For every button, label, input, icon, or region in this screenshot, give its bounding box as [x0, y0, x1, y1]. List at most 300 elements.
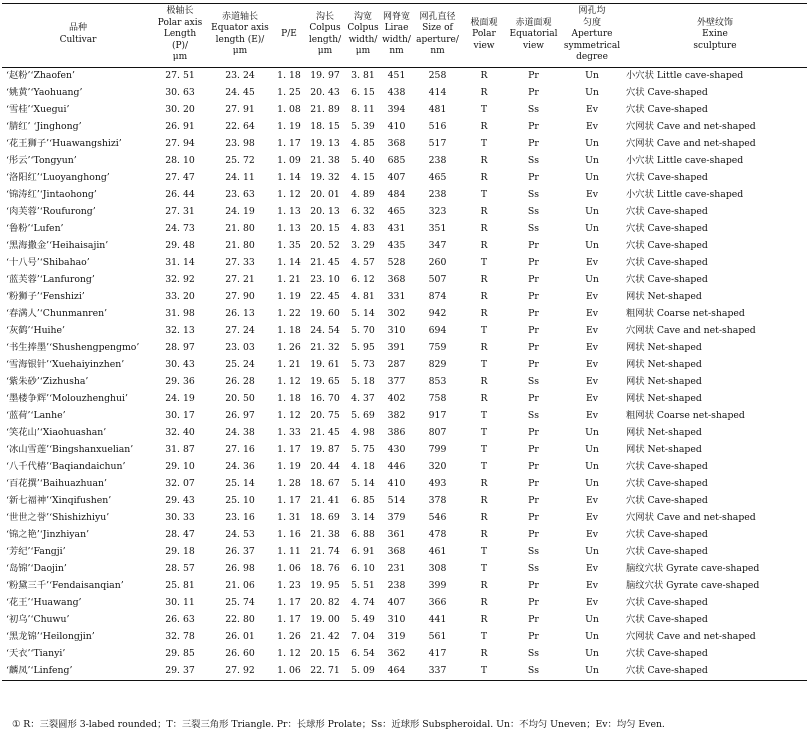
cell-aperture-size: 351 [428, 223, 447, 234]
cell-p-e-ratio: 1. 19 [277, 291, 301, 302]
cell-aperture-symmetry: Un [585, 172, 599, 183]
cell-polar-view: R [480, 274, 488, 285]
cell-colpus-length: 20. 82 [310, 597, 340, 608]
cell-aperture-size: 758 [428, 393, 447, 404]
cell-equator-axis-length: 27. 16 [225, 444, 255, 455]
cell-aperture-symmetry: Ev [585, 495, 599, 506]
column-header-line: μm [172, 52, 188, 62]
cell-polar-view: R [480, 512, 488, 523]
cell-exine-sculpture: 穴状 Cave-shaped [626, 172, 708, 183]
cell-colpus-length: 19. 87 [310, 444, 340, 455]
cell-p-e-ratio: 1. 12 [277, 189, 301, 200]
cell-polar-view: T [480, 461, 488, 472]
cell-equator-axis-length: 27. 24 [225, 325, 255, 336]
cell-aperture-symmetry: Ev [585, 121, 599, 132]
cell-lirae-width: 410 [387, 478, 406, 489]
table-header-row [2, 4, 807, 68]
cell-exine-sculpture: 网状 Net-shaped [626, 359, 702, 370]
cell-polar-view: R [480, 155, 488, 166]
cell-lirae-width: 287 [387, 359, 406, 370]
cell-polar-axis-length: 28. 57 [165, 563, 195, 574]
cell-equatorial-view: Pr [528, 529, 539, 540]
cell-polar-axis-length: 24. 19 [165, 393, 195, 404]
cell-p-e-ratio: 1. 13 [277, 223, 301, 234]
cell-polar-axis-length: 28. 97 [165, 342, 195, 353]
cell-cultivar: ‘粉狮子’‘Fenshizi’ [6, 291, 85, 302]
cell-p-e-ratio: 1. 17 [277, 138, 301, 149]
cell-equatorial-view: Pr [528, 70, 539, 81]
cell-aperture-symmetry: Ev [585, 342, 599, 353]
cell-lirae-width: 368 [387, 138, 406, 149]
cell-exine-sculpture: 脑纹穴状 Gyrate cave-shaped [626, 563, 760, 574]
cell-aperture-symmetry: Un [585, 240, 599, 251]
cell-aperture-symmetry: Un [585, 478, 599, 489]
cell-colpus-length: 21. 32 [310, 342, 340, 353]
table-row [2, 442, 807, 459]
cell-cultivar: ‘十八号’‘Shibahao’ [6, 257, 90, 268]
cell-cultivar: ‘肉芙蓉’‘Roufurong’ [6, 206, 96, 217]
cell-p-e-ratio: 1. 35 [277, 240, 301, 251]
cell-cultivar: ‘麟凤’‘Linfeng’ [6, 665, 73, 676]
cell-equatorial-view: Pr [528, 257, 539, 268]
cell-exine-sculpture: 网状 Net-shaped [626, 376, 702, 387]
cell-cultivar: ‘笑花山’‘Xiaohuashan’ [6, 427, 107, 438]
cell-cultivar: ‘锦之艳’‘Jinzhiyan’ [6, 529, 90, 540]
table-row [2, 136, 807, 153]
cell-polar-axis-length: 27. 94 [165, 138, 195, 149]
cell-colpus-length: 22. 71 [310, 665, 340, 676]
column-header-line: symmetrical [563, 40, 621, 51]
cell-aperture-symmetry: Ev [585, 580, 599, 591]
cell-colpus-width: 6. 91 [351, 546, 375, 557]
cell-equator-axis-length: 26. 37 [225, 546, 255, 557]
cell-lirae-width: 465 [387, 206, 406, 217]
cell-equatorial-view: Ss [527, 189, 540, 200]
cell-equatorial-view: Ss [527, 155, 540, 166]
cell-colpus-length: 19. 65 [310, 376, 340, 387]
cell-aperture-symmetry: Un [585, 665, 599, 676]
cell-polar-view: T [480, 444, 488, 455]
cell-colpus-length: 19. 61 [310, 359, 340, 370]
table-row [2, 544, 807, 561]
cell-equator-axis-length: 26. 98 [225, 563, 255, 574]
cell-polar-view: T [480, 325, 488, 336]
cell-aperture-symmetry: Ev [585, 359, 599, 370]
cell-polar-view: R [480, 342, 488, 353]
cell-colpus-width: 5. 75 [351, 444, 375, 455]
cell-cultivar: ‘粉黛三千’‘Fendaisanqian’ [6, 580, 124, 591]
cell-aperture-size: 874 [428, 291, 447, 302]
cell-aperture-size: 517 [428, 138, 447, 149]
cell-aperture-symmetry: Ev [585, 410, 599, 421]
cell-exine-sculpture: 网状 Net-shaped [626, 427, 702, 438]
table-row [2, 67, 807, 85]
cell-aperture-symmetry: Ev [585, 325, 599, 336]
cell-p-e-ratio: 1. 25 [277, 87, 301, 98]
cell-p-e-ratio: 1. 17 [277, 597, 301, 608]
column-header-line: Equatorial [509, 29, 558, 39]
cell-lirae-width: 410 [387, 121, 406, 132]
cell-equator-axis-length: 27. 33 [225, 257, 255, 268]
table-row [2, 221, 807, 238]
column-header-line: Polar axis [157, 17, 203, 28]
column-header-line: view [523, 40, 544, 51]
cell-lirae-width: 430 [387, 444, 406, 455]
cell-colpus-width: 8. 11 [351, 104, 375, 115]
cell-colpus-length: 21. 42 [310, 631, 340, 642]
cell-cultivar: ‘岛锦’‘Daojin’ [6, 563, 67, 574]
column-header-line: Size of [422, 23, 453, 34]
cell-colpus-length: 19. 60 [310, 308, 340, 319]
cell-p-e-ratio: 1. 17 [277, 495, 301, 506]
column-header-line: Colpus [347, 23, 379, 34]
cell-aperture-size: 417 [428, 648, 447, 659]
cell-polar-axis-length: 26. 63 [165, 614, 195, 625]
cell-equatorial-view: Ss [527, 665, 540, 676]
cell-colpus-length: 20. 75 [310, 410, 340, 421]
table-row [2, 102, 807, 119]
cell-polar-view: T [480, 410, 488, 421]
cell-p-e-ratio: 1. 12 [277, 376, 301, 387]
cell-aperture-symmetry: Un [585, 631, 599, 642]
cell-colpus-width: 4. 74 [351, 597, 375, 608]
cell-aperture-symmetry: Ev [585, 104, 599, 115]
cell-equator-axis-length: 25. 10 [225, 495, 255, 506]
cell-aperture-symmetry: Un [585, 648, 599, 659]
cell-cultivar: ‘芳纪’‘Fangji’ [6, 546, 66, 557]
column-header-line: 沟长 [315, 11, 334, 22]
cell-p-e-ratio: 1. 06 [277, 665, 301, 676]
cell-polar-view: R [480, 87, 488, 98]
cell-aperture-size: 347 [428, 240, 447, 251]
cell-equator-axis-length: 22. 64 [225, 121, 255, 132]
cell-exine-sculpture: 穴网状 Cave and net-shaped [626, 631, 756, 642]
cell-equator-axis-length: 25. 74 [225, 597, 255, 608]
table-row [2, 476, 807, 493]
cell-aperture-symmetry: Ev [585, 512, 599, 523]
cell-aperture-symmetry: Ev [585, 189, 599, 200]
cell-polar-axis-length: 28. 47 [165, 529, 195, 540]
cell-colpus-width: 3. 14 [351, 512, 375, 523]
cell-polar-axis-length: 31. 87 [165, 444, 195, 455]
cell-equator-axis-length: 27. 90 [225, 291, 255, 302]
cell-p-e-ratio: 1. 26 [277, 342, 301, 353]
cell-aperture-size: 481 [428, 104, 447, 115]
cell-equator-axis-length: 24. 36 [225, 461, 255, 472]
table-row [2, 323, 807, 340]
cell-polar-axis-length: 25. 81 [165, 580, 195, 591]
table-row [2, 153, 807, 170]
cell-colpus-width: 4. 18 [351, 461, 375, 472]
cell-equator-axis-length: 24. 38 [225, 427, 255, 438]
column-header-line: length (E)/ [215, 34, 265, 45]
column-header-line: nm [389, 46, 404, 57]
cell-polar-view: R [480, 223, 488, 234]
cell-aperture-symmetry: Ev [585, 597, 599, 608]
cell-exine-sculpture: 穴状 Cave-shaped [626, 495, 708, 506]
cell-equatorial-view: Ss [527, 410, 540, 421]
cell-exine-sculpture: 小穴状 Little cave-shaped [626, 155, 744, 166]
cell-p-e-ratio: 1. 33 [277, 427, 301, 438]
cell-polar-view: R [480, 172, 488, 183]
cell-colpus-length: 19. 97 [310, 70, 340, 81]
cell-lirae-width: 361 [387, 529, 406, 540]
cell-equatorial-view: Ss [527, 648, 540, 659]
cell-p-e-ratio: 1. 22 [277, 308, 301, 319]
column-header-lirae-width [380, 4, 413, 68]
cell-aperture-symmetry: Ev [585, 393, 599, 404]
column-header-line: 外壁纹饰 [696, 17, 733, 28]
cell-lirae-width: 238 [387, 580, 406, 591]
cell-p-e-ratio: 1. 18 [277, 393, 301, 404]
cell-colpus-width: 5. 49 [351, 614, 375, 625]
cell-colpus-width: 4. 81 [351, 291, 375, 302]
cell-polar-axis-length: 29. 36 [165, 376, 195, 387]
cell-p-e-ratio: 1. 14 [277, 257, 301, 268]
cell-colpus-width: 5. 14 [351, 308, 375, 319]
column-header-line: Lirae [384, 23, 409, 34]
cell-equator-axis-length: 24. 45 [225, 87, 255, 98]
cell-lirae-width: 302 [387, 308, 406, 319]
cell-colpus-width: 4. 85 [351, 138, 375, 149]
cell-colpus-length: 19. 32 [310, 172, 340, 183]
cell-colpus-width: 4. 37 [351, 393, 375, 404]
cell-equatorial-view: Pr [528, 631, 539, 642]
cell-equator-axis-length: 26. 01 [225, 631, 255, 642]
cell-equator-axis-length: 21. 80 [225, 223, 255, 234]
cell-equatorial-view: Pr [528, 291, 539, 302]
cell-lirae-width: 394 [387, 104, 406, 115]
cell-cultivar: ‘天衣’‘Tianyi’ [6, 648, 66, 659]
cell-equator-axis-length: 20. 50 [225, 393, 255, 404]
cell-p-e-ratio: 1. 12 [277, 410, 301, 421]
cell-colpus-width: 4. 98 [351, 427, 375, 438]
cell-aperture-symmetry: Ev [585, 257, 599, 268]
cell-cultivar: ‘腈红’ ‘Jinghong’ [6, 121, 82, 132]
cell-equator-axis-length: 25. 72 [225, 155, 255, 166]
table-row [2, 425, 807, 442]
cell-lirae-width: 451 [387, 70, 406, 81]
cell-exine-sculpture: 穴状 Cave-shaped [626, 104, 708, 115]
cell-colpus-length: 21. 38 [310, 529, 340, 540]
cell-equator-axis-length: 24. 19 [225, 206, 255, 217]
table-row [2, 646, 807, 663]
cell-aperture-size: 258 [428, 70, 447, 81]
cell-aperture-symmetry: Un [585, 206, 599, 217]
column-header-line: 赤道轴长 [221, 11, 258, 22]
cell-polar-axis-length: 32. 07 [165, 478, 195, 489]
cell-exine-sculpture: 穴状 Cave-shaped [626, 257, 708, 268]
cell-p-e-ratio: 1. 08 [277, 104, 301, 115]
cell-colpus-length: 22. 45 [310, 291, 340, 302]
column-header-line: aperture/ [416, 34, 459, 45]
column-header-exine-sculpture [623, 4, 807, 68]
cell-aperture-size: 260 [428, 257, 447, 268]
cell-colpus-width: 6. 54 [351, 648, 375, 659]
cell-colpus-width: 4. 57 [351, 257, 375, 268]
cell-lirae-width: 438 [387, 87, 406, 98]
column-header-line: 赤道面观 [515, 17, 552, 28]
column-header-line: μm [232, 46, 248, 57]
column-header-line: width/ [348, 34, 378, 45]
pollen-morphology-table [2, 3, 807, 681]
cell-cultivar: ‘墨楼争辉’‘Molouzhenghui’ [6, 393, 128, 404]
cell-colpus-length: 21. 38 [310, 155, 340, 166]
column-header-aperture-symmetry [561, 4, 623, 68]
cell-polar-view: R [480, 291, 488, 302]
table-row [2, 204, 807, 221]
cell-polar-view: R [480, 393, 488, 404]
cell-cultivar: ‘花王’‘Huawang’ [6, 597, 82, 608]
cell-cultivar: ‘洛阳红’‘Luoyanghong’ [6, 172, 110, 183]
table-row [2, 306, 807, 323]
cell-exine-sculpture: 穴状 Cave-shaped [626, 546, 708, 557]
cell-polar-view: R [480, 529, 488, 540]
cell-polar-view: R [480, 478, 488, 489]
cell-equator-axis-length: 27. 21 [225, 274, 255, 285]
table-row [2, 238, 807, 255]
cell-lirae-width: 310 [387, 614, 406, 625]
cell-equator-axis-length: 21. 06 [225, 580, 255, 591]
cell-equatorial-view: Pr [528, 512, 539, 523]
cell-equator-axis-length: 23. 16 [225, 512, 255, 523]
cell-exine-sculpture: 穴状 Cave-shaped [626, 206, 708, 217]
cell-cultivar: ‘灰鹤’‘Huihe’ [6, 325, 65, 336]
cell-equatorial-view: Ss [527, 104, 540, 115]
table-row [2, 85, 807, 102]
cell-colpus-length: 21. 74 [310, 546, 340, 557]
cell-colpus-width: 6. 32 [351, 206, 375, 217]
cell-equatorial-view: Ss [527, 223, 540, 234]
cell-colpus-width: 3. 81 [351, 70, 375, 81]
table-body [2, 67, 807, 680]
cell-polar-axis-length: 26. 91 [165, 121, 195, 132]
cell-equatorial-view: Pr [528, 308, 539, 319]
cell-cultivar: ‘锦涛红’‘Jintaohong’ [6, 189, 97, 200]
cell-polar-axis-length: 30. 20 [165, 104, 195, 115]
cell-cultivar: ‘赵粉’‘Zhaofen’ [6, 70, 75, 81]
cell-exine-sculpture: 小穴状 Little cave-shaped [626, 70, 744, 81]
cell-colpus-length: 20. 01 [310, 189, 340, 200]
cell-aperture-symmetry: Un [585, 274, 599, 285]
cell-colpus-length: 18. 69 [310, 512, 340, 523]
cell-colpus-length: 18. 76 [310, 563, 340, 574]
table-row [2, 255, 807, 272]
cell-lirae-width: 407 [387, 597, 406, 608]
cell-polar-axis-length: 27. 31 [165, 206, 195, 217]
column-header-line: μm [355, 46, 371, 57]
cell-exine-sculpture: 穴网状 Cave and net-shaped [626, 138, 756, 149]
cell-lirae-width: 368 [387, 274, 406, 285]
cell-lirae-width: 446 [387, 461, 406, 472]
cell-polar-axis-length: 26. 44 [165, 189, 195, 200]
cell-polar-view: R [480, 70, 488, 81]
cell-cultivar: ‘彤云’‘Tongyun’ [6, 155, 77, 166]
table-row [2, 408, 807, 425]
cell-colpus-width: 5. 40 [351, 155, 375, 166]
cell-aperture-size: 238 [428, 155, 447, 166]
cell-aperture-symmetry: Ev [585, 563, 599, 574]
cell-cultivar: ‘黑海撒金’‘Heihaisajin’ [6, 240, 109, 251]
cell-aperture-symmetry: Ev [585, 376, 599, 387]
table-row [2, 493, 807, 510]
cell-colpus-length: 20. 15 [310, 223, 340, 234]
cell-equatorial-view: Ss [527, 206, 540, 217]
cell-colpus-width: 5. 95 [351, 342, 375, 353]
cell-colpus-width: 5. 39 [351, 121, 375, 132]
table-row [2, 357, 807, 374]
table-footnote: ① R：三裂圆形 3-labed rounded；T：三裂三角形 Triangle. Pr：长球形 Prolate；Ss：近球形 Subspheroidal. Un：不均匀 Uneven；Ev：均匀 Even. [12, 719, 665, 730]
cell-aperture-size: 320 [428, 461, 447, 472]
column-header-line: Length (P)/ [163, 29, 197, 51]
column-header-equator-axis-length [206, 4, 274, 68]
column-header-line: nm [430, 46, 445, 57]
cell-p-e-ratio: 1. 12 [277, 648, 301, 659]
column-header-line: μm [317, 46, 333, 57]
cell-aperture-size: 465 [428, 172, 447, 183]
cell-cultivar: ‘书生捧墨’‘Shushengpengmo’ [6, 342, 140, 353]
cell-p-e-ratio: 1. 31 [277, 512, 301, 523]
cell-polar-view: T [480, 427, 488, 438]
cell-lirae-width: 391 [387, 342, 406, 353]
cell-equatorial-view: Pr [528, 172, 539, 183]
cell-exine-sculpture: 穴网状 Cave and net-shaped [626, 325, 756, 336]
cell-polar-axis-length: 28. 10 [165, 155, 195, 166]
cell-colpus-length: 21. 89 [310, 104, 340, 115]
cell-aperture-size: 917 [428, 410, 447, 421]
cell-aperture-symmetry: Un [585, 155, 599, 166]
cell-aperture-symmetry: Un [585, 138, 599, 149]
cell-polar-axis-length: 29. 10 [165, 461, 195, 472]
cell-lirae-width: 386 [387, 427, 406, 438]
cell-equatorial-view: Pr [528, 461, 539, 472]
cell-colpus-length: 20. 52 [310, 240, 340, 251]
column-header-line: width/ [382, 34, 411, 45]
cell-aperture-size: 507 [428, 274, 447, 285]
cell-colpus-length: 24. 54 [310, 325, 340, 336]
cell-equator-axis-length: 21. 80 [225, 240, 255, 251]
cell-equator-axis-length: 23. 03 [225, 342, 255, 353]
cell-equator-axis-length: 23. 63 [225, 189, 255, 200]
cell-exine-sculpture: 穴状 Cave-shaped [626, 223, 708, 234]
cell-polar-view: R [480, 614, 488, 625]
cell-polar-axis-length: 32. 40 [165, 427, 195, 438]
cell-colpus-width: 4. 83 [351, 223, 375, 234]
cell-exine-sculpture: 小穴状 Little cave-shaped [626, 189, 744, 200]
column-header-equatorial-view [506, 4, 561, 68]
cell-colpus-length: 19. 95 [310, 580, 340, 591]
cell-lirae-width: 319 [387, 631, 406, 642]
column-header-colpus-width [346, 4, 380, 68]
cell-colpus-length: 16. 70 [310, 393, 340, 404]
cell-exine-sculpture: 穴状 Cave-shaped [626, 648, 708, 659]
cell-aperture-size: 561 [428, 631, 447, 642]
column-header-line: sculpture [693, 40, 737, 51]
table-row [2, 561, 807, 578]
cell-lirae-width: 464 [387, 665, 406, 676]
cell-lirae-width: 377 [387, 376, 406, 387]
cell-colpus-length: 21. 45 [310, 257, 340, 268]
cell-equator-axis-length: 23. 24 [225, 70, 255, 81]
cell-equatorial-view: Ss [527, 563, 540, 574]
cell-p-e-ratio: 1. 14 [277, 172, 301, 183]
cell-aperture-size: 337 [428, 665, 447, 676]
cell-equatorial-view: Pr [528, 444, 539, 455]
cell-lirae-width: 431 [387, 223, 406, 234]
cell-polar-view: T [480, 359, 488, 370]
column-header-line: 匀度 [582, 17, 601, 28]
cell-colpus-length: 20. 13 [310, 206, 340, 217]
